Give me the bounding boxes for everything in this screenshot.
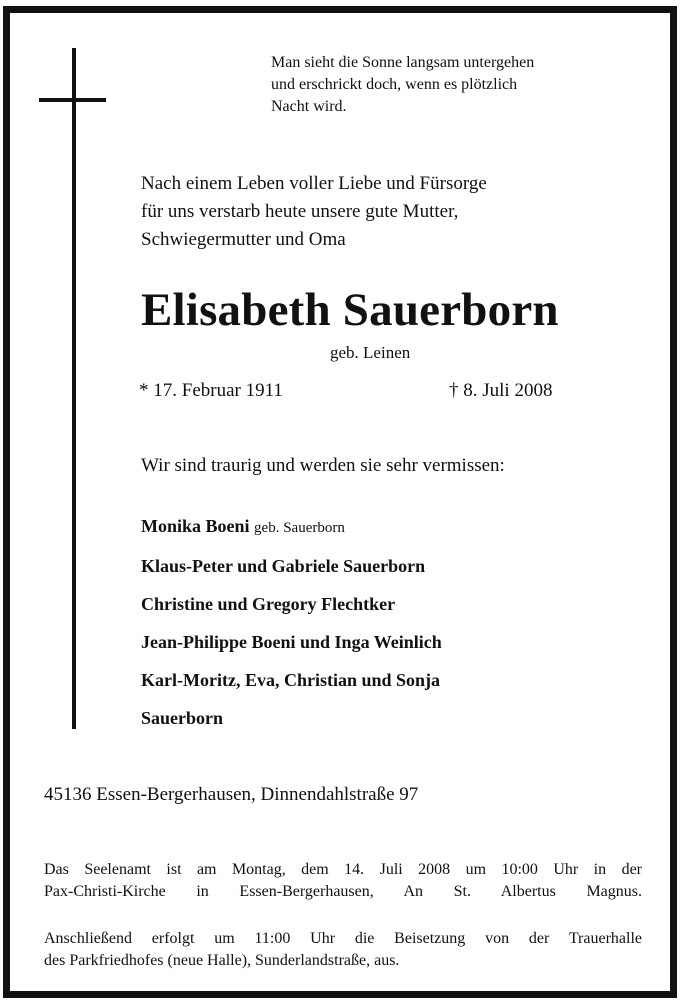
deceased-name: Elisabeth Sauerborn [141, 284, 559, 336]
family-member: Jean-Philippe Boeni und Inga Weinlich [141, 632, 442, 652]
family-list [141, 507, 442, 737]
obituary-border [3, 6, 677, 998]
birth-date: * 17. Februar 1911 [139, 380, 283, 401]
family-address: 45136 Essen-Bergerhausen, Dinnendahlstraße 97 [44, 784, 419, 805]
intro-line: Nach einem Leben voller Liebe und Fürsorge [141, 173, 487, 194]
family-member: Sauerborn [141, 708, 224, 728]
opening-quote [271, 52, 651, 118]
service-line: Pax-Christi-Kirche in Essen-Bergerhausen, An St. Albertus Magnus. [44, 883, 642, 900]
family-member: Klaus-Peter und Gabriele Sauerborn [141, 556, 426, 576]
family-member: Karl-Moritz, Eva, Christian und Sonja [141, 670, 441, 690]
quote-line: Nacht wird. [271, 98, 347, 115]
service-line: Das Seelenamt ist am Montag, dem 14. Juli 2008 um 10:00 Uhr in der [44, 861, 642, 878]
mourning-statement: Wir sind traurig und werden sie sehr vermissen: [141, 455, 505, 476]
family-member: Christine und Gregory Flechtker [141, 594, 396, 614]
intro-line: für uns verstarb heute unsere gute Mutter, [141, 201, 459, 222]
intro-line: Schwiegermutter und Oma [141, 229, 346, 250]
burial-line: des Parkfriedhofes (neue Halle), Sunderlandstraße, aus. [44, 952, 400, 969]
quote-line: und erschrickt doch, wenn es plötzlich [271, 76, 518, 93]
family-member-name: Monika Boeni [141, 516, 250, 536]
burial-notice [44, 928, 642, 972]
service-notice [44, 859, 642, 903]
death-date: † 8. Juli 2008 [449, 380, 553, 401]
cross-icon-vertical-bar [72, 48, 76, 729]
cross-icon-horizontal-bar [39, 98, 106, 102]
maiden-name: geb. Leinen [330, 343, 411, 362]
family-member [141, 507, 442, 547]
quote-line: Man sieht die Sonne langsam untergehen [271, 54, 535, 71]
intro-text [141, 170, 487, 254]
burial-line: Anschließend erfolgt um 11:00 Uhr die Beisetzung von der Trauerhalle [44, 930, 642, 947]
family-member-suffix: geb. Sauerborn [254, 520, 345, 536]
